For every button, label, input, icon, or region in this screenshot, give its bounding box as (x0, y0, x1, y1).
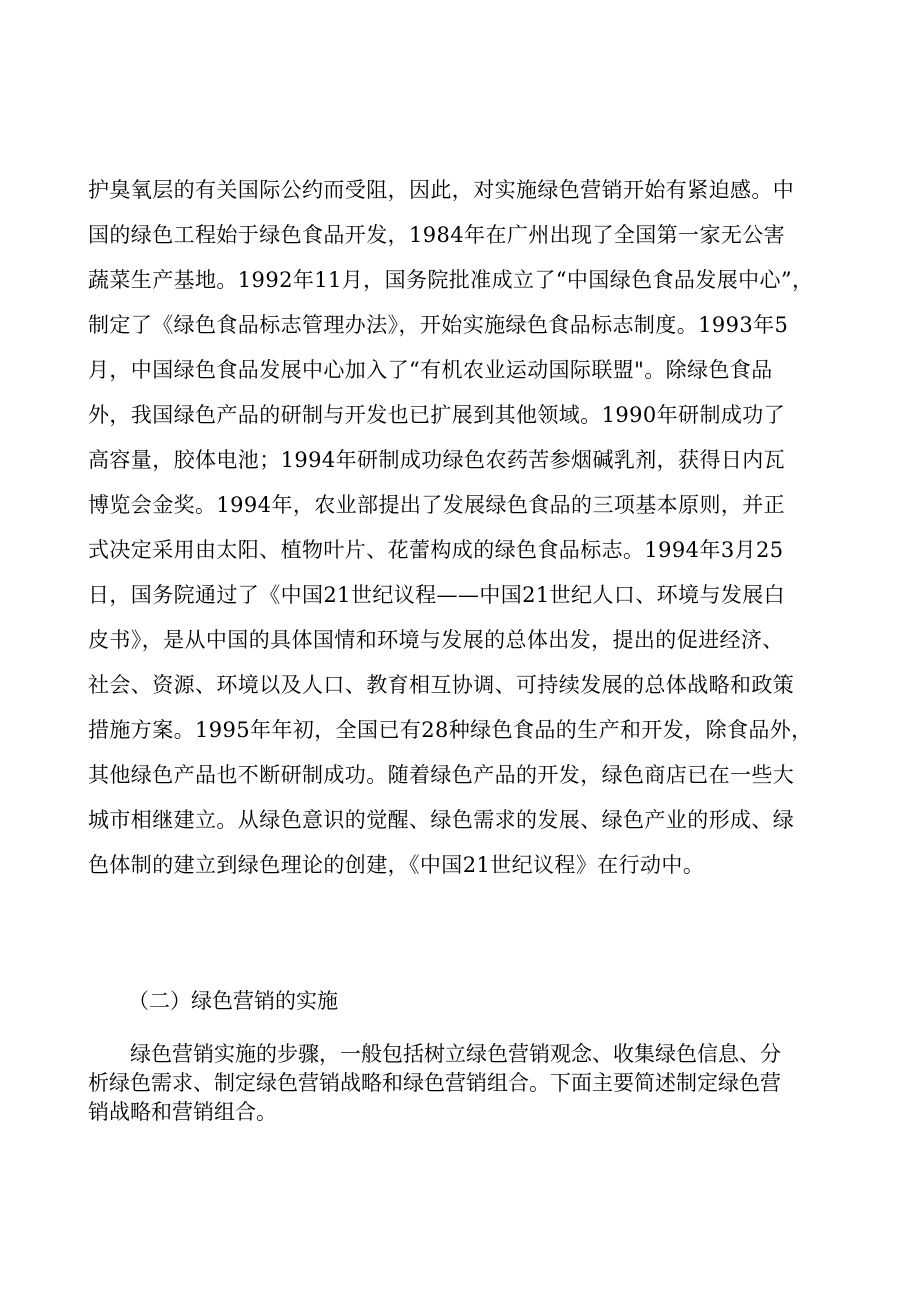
main-paragraph-line: 式决定采用由太阳、植物叶片、花蕾构成的绿色食品标志。1994年3月25 (88, 538, 784, 562)
main-paragraph-line: 制定了《绿色食品标志管理办法》，开始实施绿色食品标志制度。1993年5 (88, 313, 789, 337)
main-paragraph-line: 社会、资源、环境以及人口、教育相互协调、可持续发展的总体战略和政策 (88, 673, 795, 697)
main-paragraph-line: 高容量，胶体电池；1994年研制成功绿色农药苦参烟碱乳剂，获得日内瓦 (88, 448, 786, 472)
main-paragraph-line: 国的绿色工程始于绿色食品开发，1984年在广州出现了全国第一家无公害 (88, 223, 786, 247)
main-paragraph-line: 措施方案。1995年年初，全国已有28种绿色食品的生产和开发，除食品外， (88, 718, 813, 742)
main-paragraph-line: 月，中国绿色食品发展中心加入了“有机农业运动国际联盟"。除绿色食品 (88, 358, 773, 382)
implementation-paragraph-line: 析绿色需求、制定绿色营销战略和绿色营销组合。下面主要简述制定绿色营 (88, 1071, 781, 1095)
main-paragraph-line: 皮书》，是从中国的具体国情和环境与发展的总体出发，提出的促进经济、 (88, 628, 784, 652)
main-paragraph-line: 色体制的建立到绿色理论的创建，《中国21世纪议程》在行动中。 (88, 853, 705, 877)
main-paragraph-line: 外，我国绿色产品的研制与开发也已扩展到其他领域。1990年研制成功了 (88, 403, 786, 427)
main-paragraph (88, 168, 848, 888)
section-heading: （二）绿色营销的实施 (128, 989, 338, 1013)
main-paragraph-line: 护臭氧层的有关国际公约而受阻，因此，对实施绿色营销开始有紧迫感。中 (88, 178, 795, 202)
implementation-paragraph (88, 1040, 848, 1127)
main-paragraph-line: 城市相继建立。从绿色意识的觉醒、绿色需求的发展、绿色产业的形成、绿 (88, 808, 795, 832)
main-paragraph-line: 其他绿色产品也不断研制成功。随着绿色产品的开发，绿色商店已在一些大 (88, 763, 795, 787)
main-paragraph-line: 日，国务院通过了《中国21世纪议程——中国21世纪人口、环境与发展白 (88, 583, 786, 607)
main-paragraph-line: 博览会金奖。1994年，农业部提出了发展绿色食品的三项基本原则，并正 (88, 493, 786, 517)
main-paragraph-line: 蔬菜生产基地。1992年11月，国务院批准成立了“中国绿色食品发展中心”， (88, 268, 814, 292)
implementation-paragraph-line: 绿色营销实施的步骤，一般包括树立绿色营销观念、收集绿色信息、分 (130, 1042, 781, 1066)
implementation-paragraph-line: 销战略和营销组合。 (88, 1100, 277, 1124)
